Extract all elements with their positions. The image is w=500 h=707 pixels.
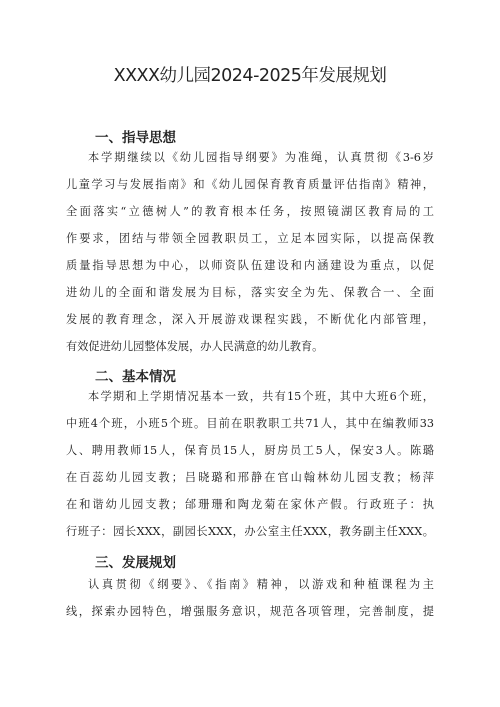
paragraph-line: 在百蕊幼儿园支教；吕晓璐和邢静在官山翰林幼儿园支教；杨萍 — [66, 471, 434, 484]
paragraph-line: 认真贯彻《纲要》、《指南》精神，以游戏和种植课程为主 — [88, 578, 434, 591]
paragraph-line: 本学期继续以《幼儿园指导纲要》为准绳，认真贯彻《3-6岁 — [88, 151, 434, 164]
section-heading-development-plan: 三、发展规划 — [95, 555, 176, 571]
paragraph-line: 质量指导思想为中心，以师资队伍建设和内涵建设为重点，以促 — [66, 259, 434, 272]
paragraph-line: 在和谐幼儿园支教；邰珊珊和陶龙菊在家休产假。行政班子：执 — [66, 498, 434, 511]
paragraph-line: 线，探索办园特色，增强服务意识，规范各项管理，完善制度，提 — [66, 605, 434, 618]
paragraph-line: 有效促进幼儿园整体发展，办人民满意的幼儿教育。 — [66, 340, 324, 353]
paragraph-line: 中班4个班，小班5个班。目前在职教职工共71人，其中在编教师33 — [66, 417, 434, 430]
paragraph-line: 本学期和上学期情况基本一致，共有15个班，其中大班6个班， — [88, 390, 434, 403]
paragraph-line: 人、聘用教师15人，保育员15人，厨房员工5人，保安3人。陈璐 — [66, 444, 434, 457]
section-heading-basic-situation: 二、基本情况 — [95, 369, 176, 385]
paragraph-line: 行班子：园长XXX，副园长XXX，办公室主任XXX，教务副主任XXX。 — [66, 525, 434, 538]
paragraph-line: 进幼儿的全面和谐发展为目标，落实安全为先、保教合一、全面 — [66, 286, 434, 299]
paragraph-line: 发展的教育理念，深入开展游戏课程实践，不断优化内部管理， — [66, 313, 434, 326]
paragraph-line: 全面落实“立德树人”的教育根本任务，按照镜湖区教育局的工 — [66, 205, 434, 218]
paragraph-line: 作要求，团结与带领全园教职员工，立足本园实际，以提高保教 — [66, 232, 434, 245]
document-title: XXXX幼儿园2024-2025年发展规划 — [113, 66, 387, 86]
paragraph-line: 儿童学习与发展指南》和《幼儿园保育教育质量评估指南》精神， — [66, 178, 434, 191]
section-heading-guiding-ideology: 一、指导思想 — [95, 130, 176, 146]
